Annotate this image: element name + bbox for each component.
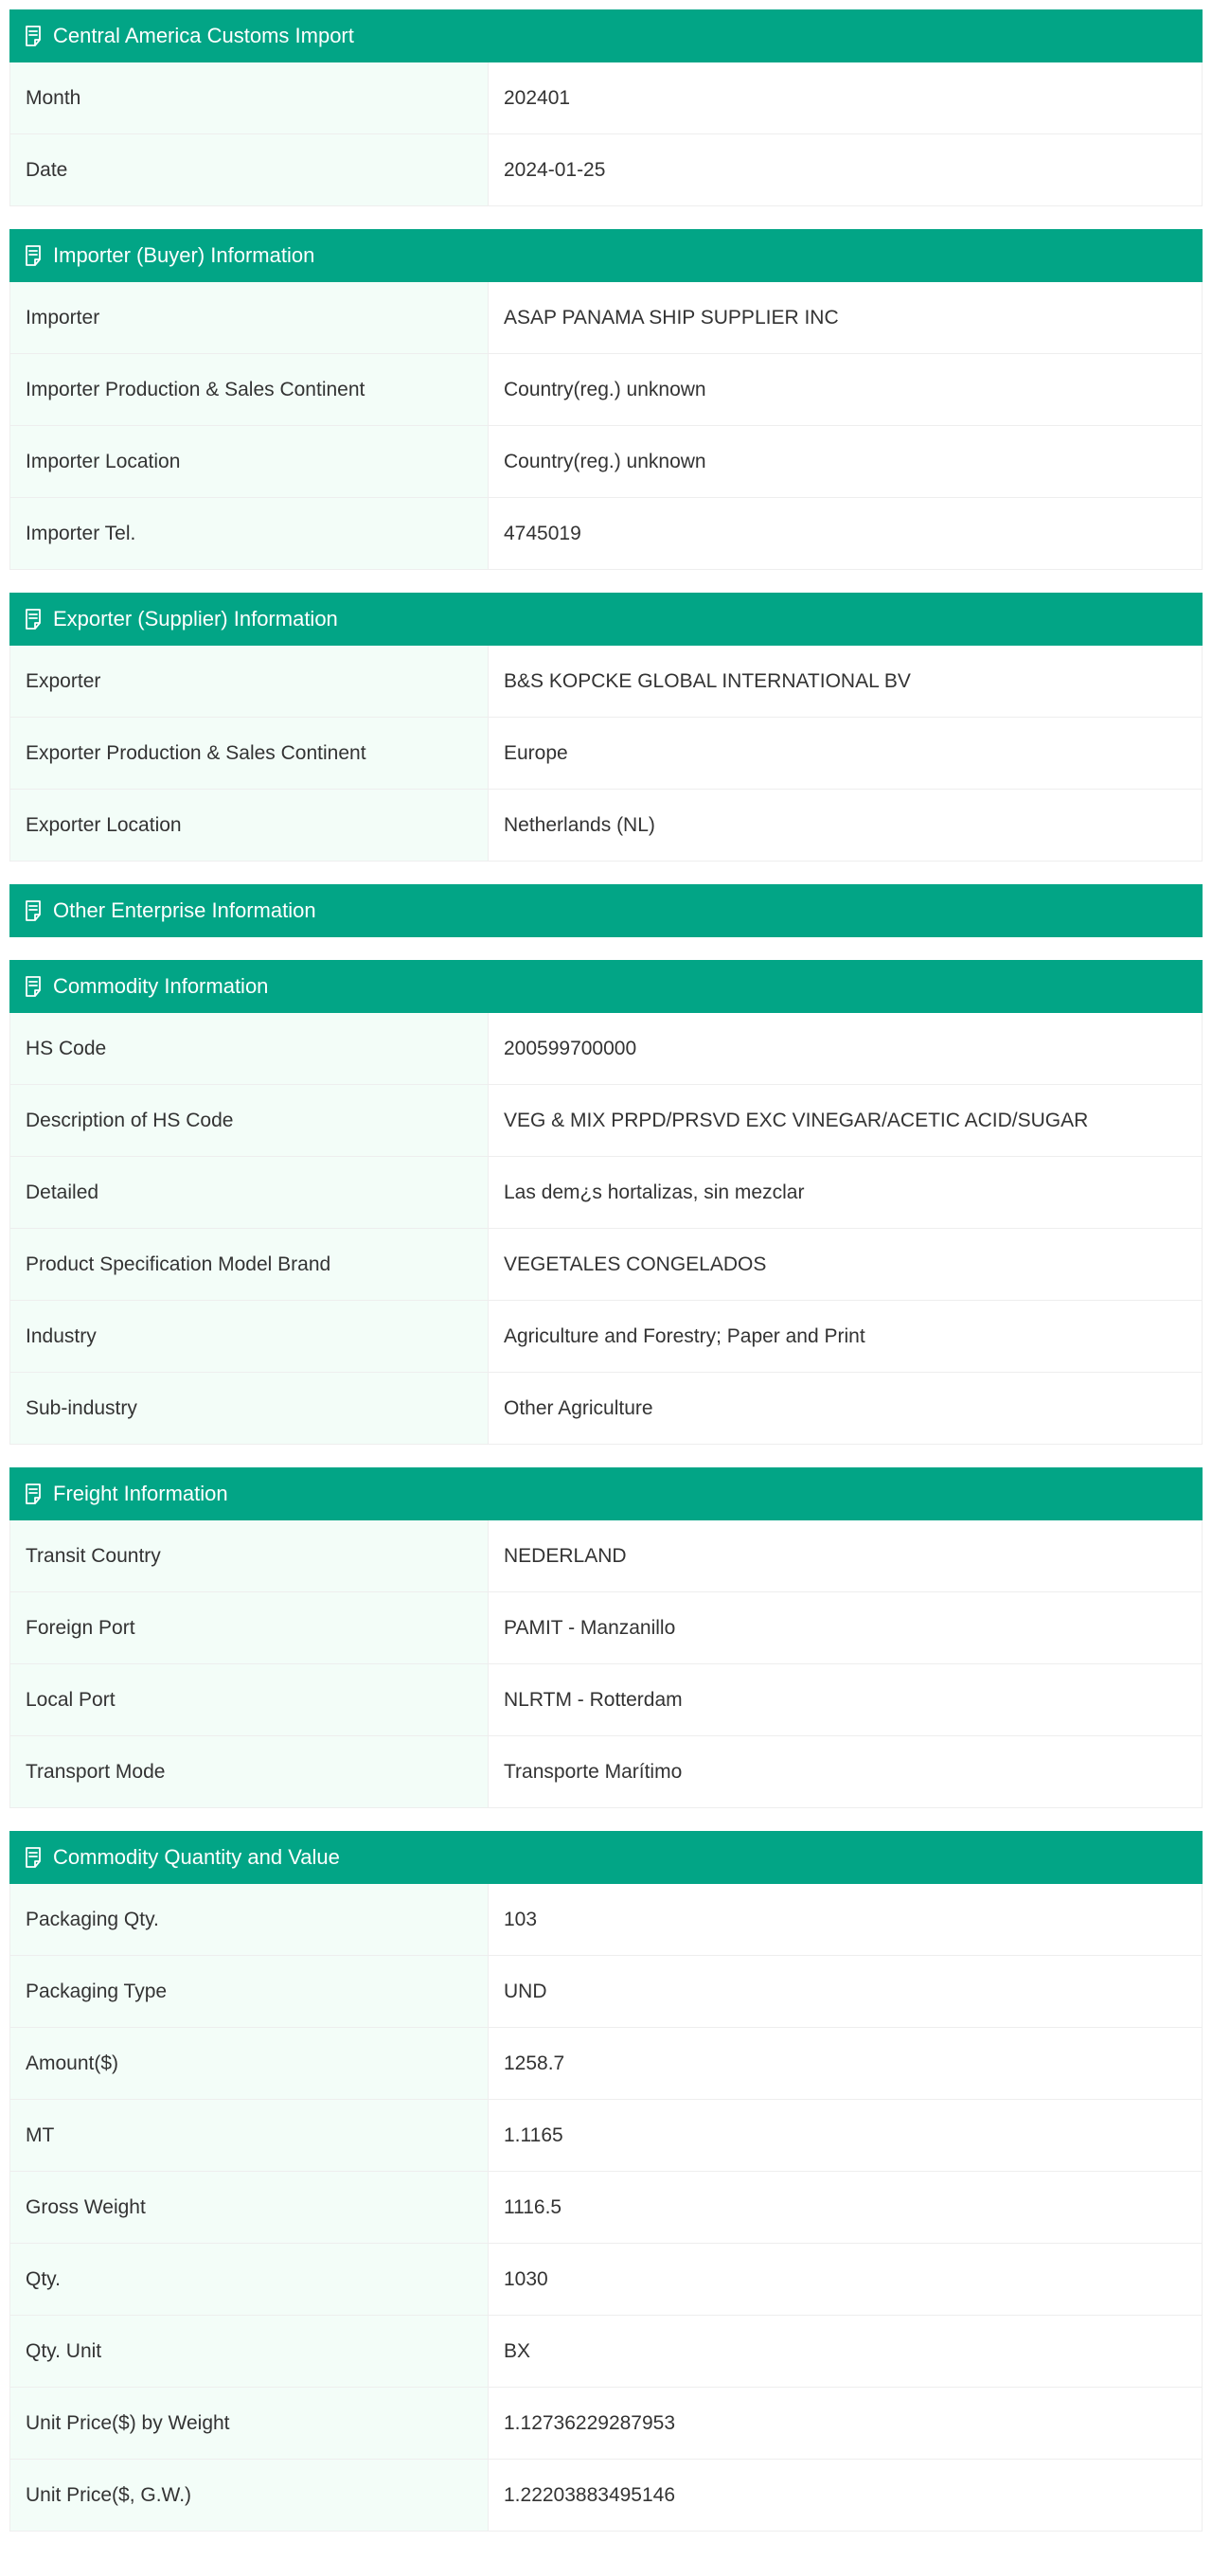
field-value: Country(reg.) unknown	[489, 426, 1202, 497]
document-icon	[25, 245, 42, 266]
info-row-industry	[9, 1301, 1203, 1373]
field-label: Local Port	[10, 1664, 489, 1735]
field-label: Industry	[10, 1301, 489, 1372]
info-row-transit-country	[9, 1520, 1203, 1592]
section-importer-buyer-information	[9, 229, 1203, 570]
field-value: Country(reg.) unknown	[489, 354, 1202, 425]
document-icon	[25, 900, 42, 921]
field-value: B&S KOPCKE GLOBAL INTERNATIONAL BV	[489, 646, 1202, 717]
section-header	[9, 9, 1203, 62]
field-label: Description of HS Code	[10, 1085, 489, 1156]
field-value: VEGETALES CONGELADOS	[489, 1229, 1202, 1300]
field-label: Month	[10, 62, 489, 133]
info-row-qty-unit	[9, 2316, 1203, 2388]
info-row-month	[9, 62, 1203, 134]
field-value: Las dem¿s hortalizas, sin mezclar	[489, 1157, 1202, 1228]
field-label: Transit Country	[10, 1520, 489, 1591]
field-label: Amount($)	[10, 2028, 489, 2099]
field-value: Netherlands (NL)	[489, 790, 1202, 861]
section-commodity-information	[9, 960, 1203, 1445]
section-freight-information	[9, 1467, 1203, 1808]
field-label: HS Code	[10, 1013, 489, 1084]
field-value: 2024-01-25	[489, 134, 1202, 205]
field-value: 1.12736229287953	[489, 2388, 1202, 2459]
info-row-packaging-type	[9, 1956, 1203, 2028]
section-header	[9, 593, 1203, 646]
field-label: Unit Price($, G.W.)	[10, 2460, 489, 2531]
info-row-packaging-qty	[9, 1884, 1203, 1956]
section-title: Exporter (Supplier) Information	[53, 607, 338, 631]
field-label: Exporter	[10, 646, 489, 717]
info-row-importer-tel	[9, 498, 1203, 570]
info-row-exporter	[9, 646, 1203, 718]
field-label: Qty. Unit	[10, 2316, 489, 2387]
field-value: 1.1165	[489, 2100, 1202, 2171]
info-row-gross-weight	[9, 2172, 1203, 2244]
info-row-importer-location	[9, 426, 1203, 498]
info-row-foreign-port	[9, 1592, 1203, 1664]
field-value: Transporte Marítimo	[489, 1736, 1202, 1807]
info-row-unit-price-g-w	[9, 2460, 1203, 2532]
section-exporter-supplier-information	[9, 593, 1203, 862]
section-title: Commodity Quantity and Value	[53, 1845, 340, 1869]
field-value: 4745019	[489, 498, 1202, 569]
info-row-amount	[9, 2028, 1203, 2100]
field-label: Importer	[10, 282, 489, 353]
document-icon	[25, 1483, 42, 1504]
section-title: Importer (Buyer) Information	[53, 243, 315, 267]
field-label: Sub-industry	[10, 1373, 489, 1444]
field-value: UND	[489, 1956, 1202, 2027]
field-value: ASAP PANAMA SHIP SUPPLIER INC	[489, 282, 1202, 353]
section-header	[9, 960, 1203, 1013]
field-value: BX	[489, 2316, 1202, 2387]
section-other-enterprise-information	[9, 884, 1203, 937]
section-header	[9, 229, 1203, 282]
field-label: Exporter Production & Sales Continent	[10, 718, 489, 789]
field-value: NLRTM - Rotterdam	[489, 1664, 1202, 1735]
field-label: Unit Price($) by Weight	[10, 2388, 489, 2459]
field-label: Foreign Port	[10, 1592, 489, 1663]
field-value: 200599700000	[489, 1013, 1202, 1084]
field-label: Date	[10, 134, 489, 205]
info-row-product-specification-model-brand	[9, 1229, 1203, 1301]
document-icon	[25, 976, 42, 997]
section-header	[9, 1467, 1203, 1520]
field-value: 202401	[489, 62, 1202, 133]
field-label: Packaging Type	[10, 1956, 489, 2027]
field-value: 1258.7	[489, 2028, 1202, 2099]
field-value: PAMIT - Manzanillo	[489, 1592, 1202, 1663]
section-central-america-customs-import	[9, 9, 1203, 206]
section-header	[9, 884, 1203, 937]
field-label: Importer Tel.	[10, 498, 489, 569]
field-value: 1030	[489, 2244, 1202, 2315]
info-row-description-of-hs-code	[9, 1085, 1203, 1157]
field-label: Exporter Location	[10, 790, 489, 861]
field-label: Product Specification Model Brand	[10, 1229, 489, 1300]
field-value: NEDERLAND	[489, 1520, 1202, 1591]
info-row-mt	[9, 2100, 1203, 2172]
section-title: Commodity Information	[53, 974, 269, 998]
field-value: 103	[489, 1884, 1202, 1955]
field-value: Other Agriculture	[489, 1373, 1202, 1444]
info-row-importer	[9, 282, 1203, 354]
info-row-qty	[9, 2244, 1203, 2316]
info-row-sub-industry	[9, 1373, 1203, 1445]
info-row-hs-code	[9, 1013, 1203, 1085]
section-title: Other Enterprise Information	[53, 898, 316, 922]
field-label: MT	[10, 2100, 489, 2171]
field-value: VEG & MIX PRPD/PRSVD EXC VINEGAR/ACETIC ACID/SUGAR	[489, 1085, 1202, 1156]
field-value: 1116.5	[489, 2172, 1202, 2243]
info-row-exporter-location	[9, 790, 1203, 862]
info-row-date	[9, 134, 1203, 206]
info-row-local-port	[9, 1664, 1203, 1736]
info-row-exporter-production-sales-continent	[9, 718, 1203, 790]
document-icon	[25, 1847, 42, 1868]
field-label: Packaging Qty.	[10, 1884, 489, 1955]
info-row-unit-price-by-weight	[9, 2388, 1203, 2460]
field-value: Europe	[489, 718, 1202, 789]
field-label: Gross Weight	[10, 2172, 489, 2243]
field-label: Transport Mode	[10, 1736, 489, 1807]
field-value: Agriculture and Forestry; Paper and Print	[489, 1301, 1202, 1372]
info-row-importer-production-sales-continent	[9, 354, 1203, 426]
document-icon	[25, 609, 42, 630]
info-row-transport-mode	[9, 1736, 1203, 1808]
section-title: Central America Customs Import	[53, 24, 354, 47]
document-icon	[25, 26, 42, 46]
field-label: Detailed	[10, 1157, 489, 1228]
field-label: Qty.	[10, 2244, 489, 2315]
field-label: Importer Location	[10, 426, 489, 497]
section-title: Freight Information	[53, 1482, 228, 1505]
field-label: Importer Production & Sales Continent	[10, 354, 489, 425]
section-header	[9, 1831, 1203, 1884]
info-row-detailed	[9, 1157, 1203, 1229]
field-value: 1.22203883495146	[489, 2460, 1202, 2531]
section-commodity-quantity-and-value	[9, 1831, 1203, 2532]
